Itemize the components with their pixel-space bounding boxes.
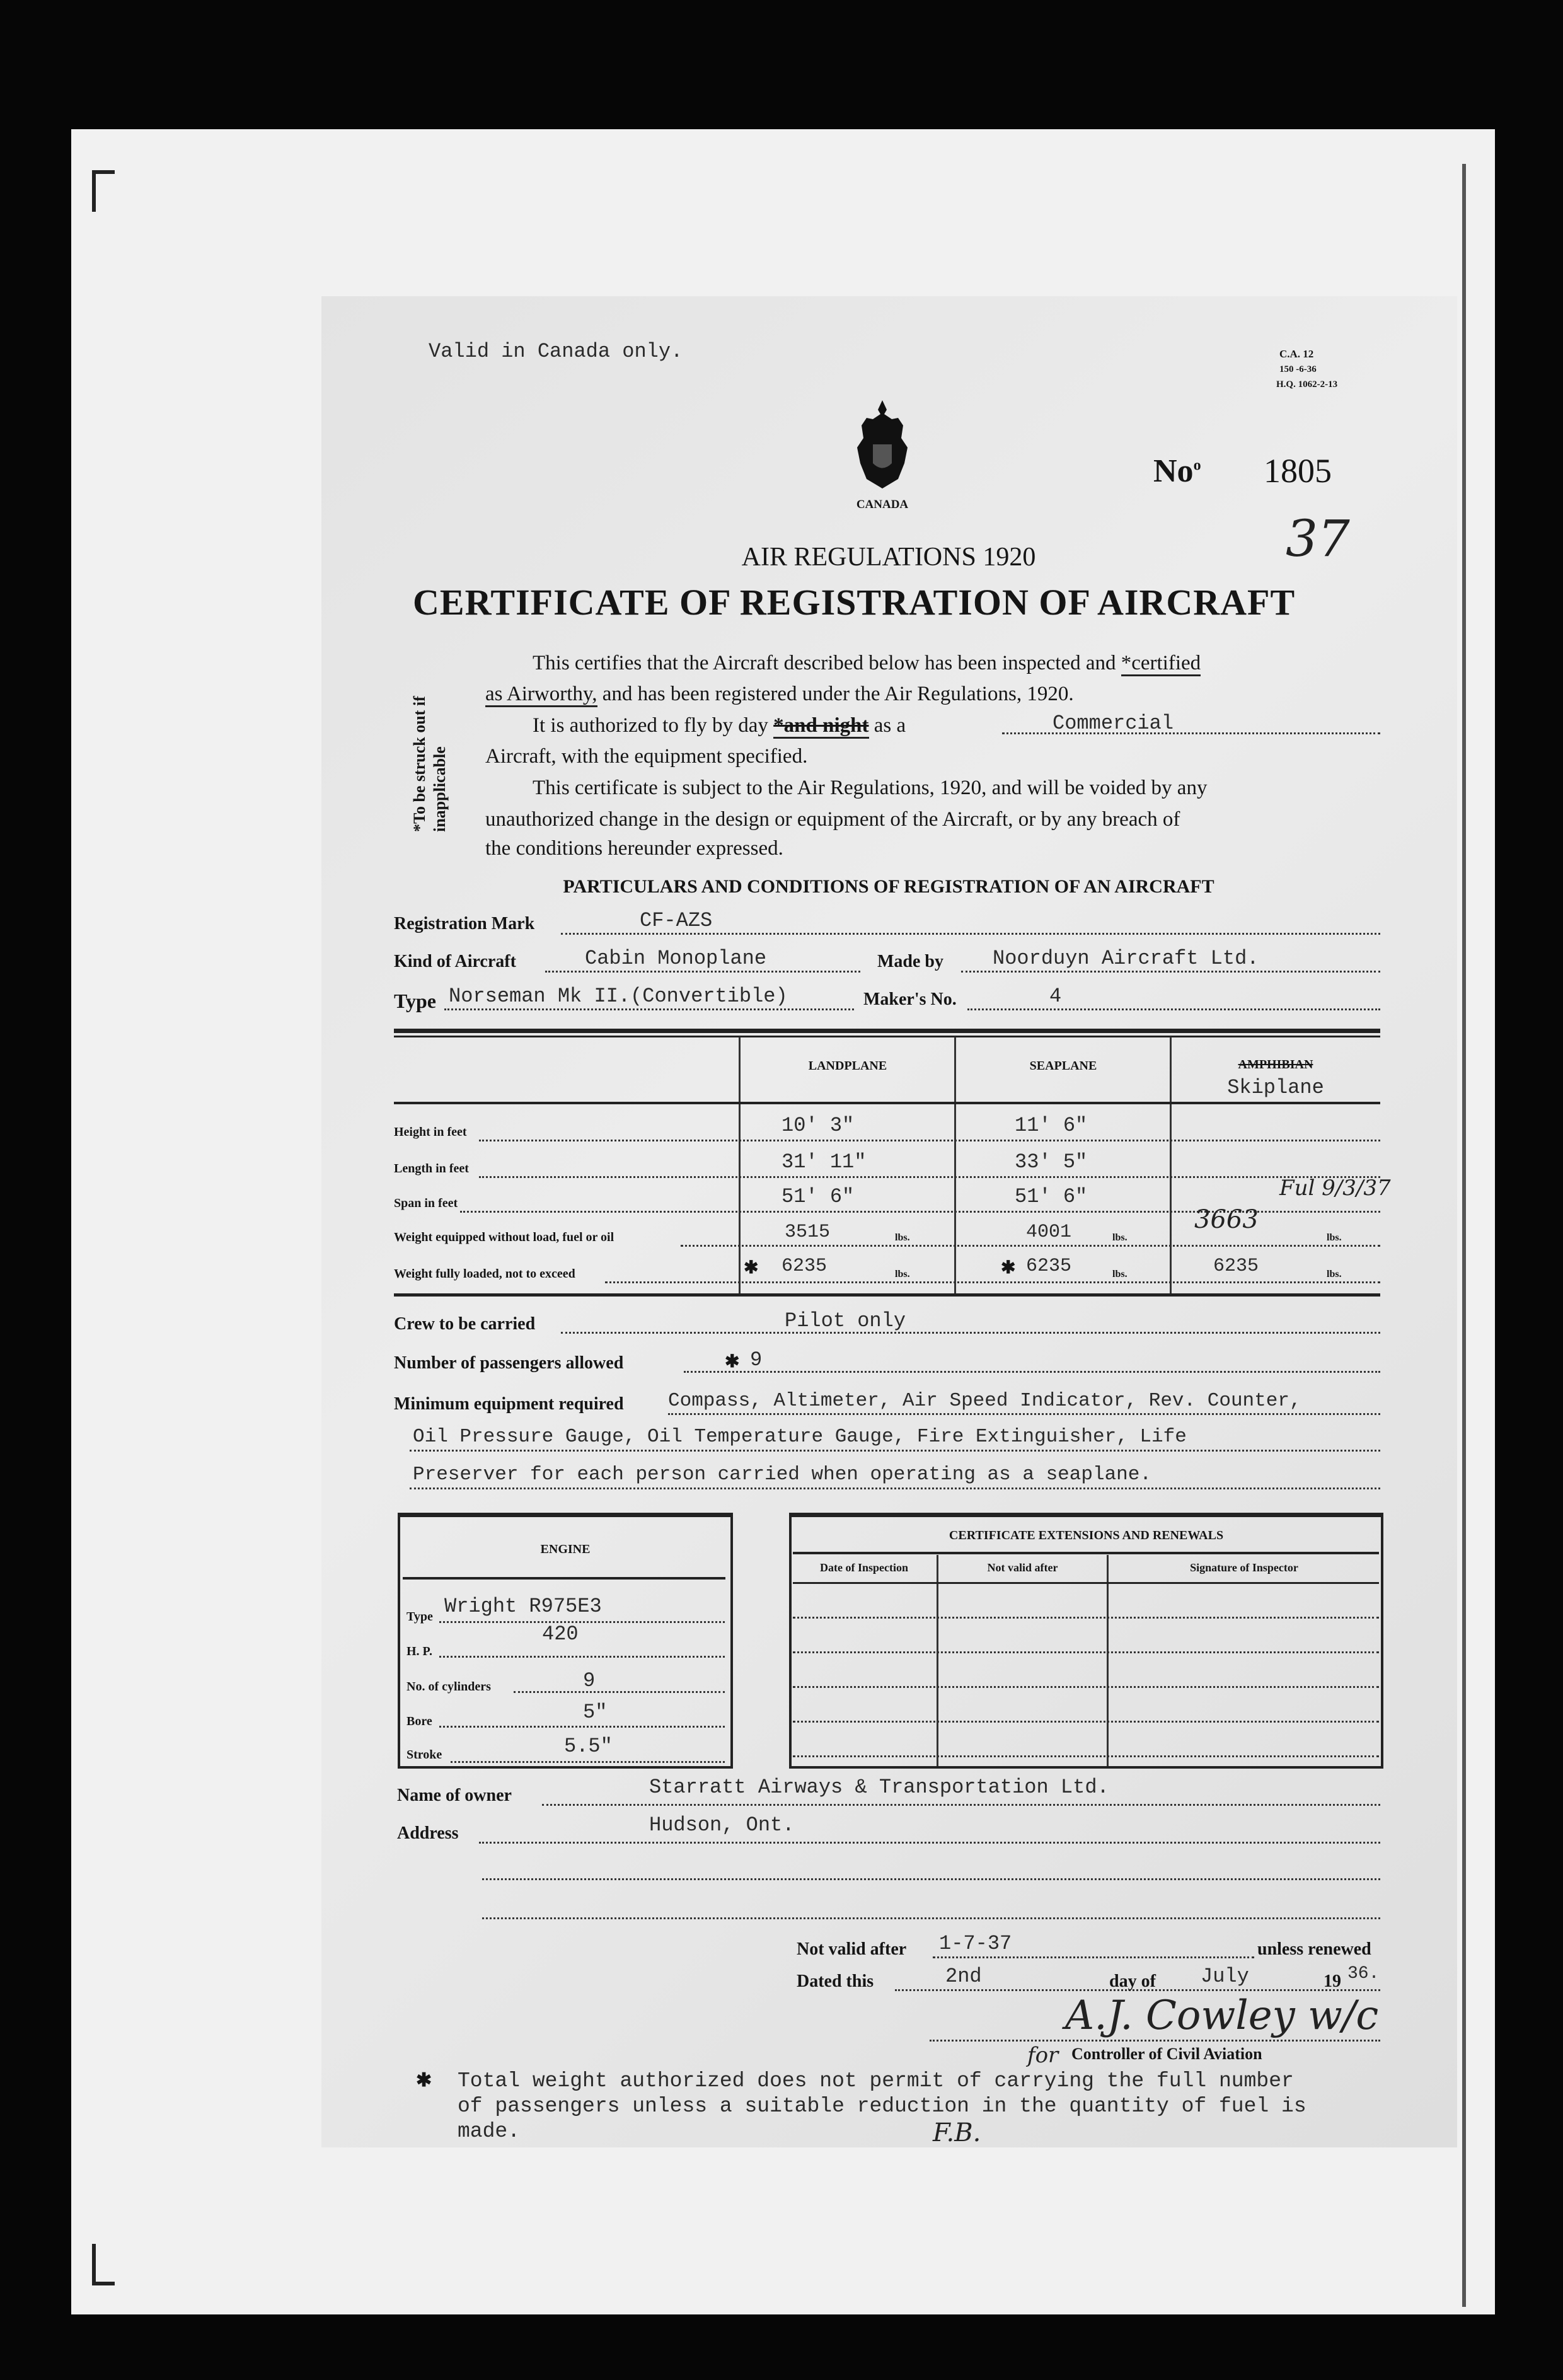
passengers-label: Number of passengers allowed (394, 1353, 624, 1373)
engine-label: Stroke (407, 1748, 442, 1762)
column-header-landplane: LANDPLANE (808, 1059, 887, 1073)
cell-value: 51' 6" (1015, 1185, 1088, 1208)
row-label: Length in feet (394, 1162, 469, 1176)
not-valid-after-label: Not valid after (797, 1939, 907, 1959)
kind-label: Kind of Aircraft (394, 952, 516, 971)
column-divider (1170, 1037, 1172, 1295)
dotted-line (451, 1761, 725, 1763)
table-bottom-rule (394, 1293, 1380, 1297)
type-label: Type (394, 990, 436, 1012)
cell-value: 6235 (782, 1256, 828, 1277)
side-note: *To be struck out if inapplicable (410, 696, 449, 832)
header-rule (793, 1582, 1379, 1584)
dated-label: Dated this (797, 1972, 874, 1991)
column-header-seaplane: SEAPLANE (1029, 1059, 1097, 1073)
dotted-line (479, 1140, 1380, 1141)
crop-mark (92, 170, 115, 212)
equipment-line: Compass, Altimeter, Air Speed Indicator, Rev. Counter, (668, 1390, 1301, 1412)
operation-class: Commercial (1053, 712, 1174, 735)
dotted-line (961, 971, 1380, 973)
dated-day: 2nd (945, 1965, 982, 1988)
number-prefix-text: No (1153, 453, 1194, 489)
dotted-line (684, 1371, 1380, 1373)
equipment-line: Preserver for each person carried when operating as a seaplane. (413, 1464, 1151, 1486)
controller-signature: A.J. Cowley w/c (1065, 1992, 1379, 2039)
dotted-line (681, 1245, 1380, 1247)
cell-value: 6235 (1026, 1256, 1072, 1277)
form-code: H.Q. 1062-2-13 (1276, 379, 1338, 390)
form-code: 150 -6-36 (1279, 364, 1317, 374)
certificate-document (321, 296, 1457, 2147)
body-line: Aircraft, with the equipment specified. (485, 745, 808, 768)
engine-label: Type (407, 1610, 433, 1624)
form-code: C.A. 12 (1279, 348, 1314, 360)
dotted-line (793, 1755, 1379, 1757)
passengers-value: 9 (750, 1348, 763, 1372)
engine-bore: 5" (583, 1701, 608, 1724)
equipment-label: Minimum equipment required (394, 1394, 624, 1414)
dotted-line (933, 1956, 1254, 1958)
handwritten-file-number: 37 (1286, 509, 1350, 568)
cell-value: 6235 (1213, 1256, 1259, 1277)
engine-heading: ENGINE (540, 1542, 591, 1556)
engine-cylinders: 9 (583, 1669, 596, 1692)
engine-label: Bore (407, 1714, 432, 1728)
body-line: unauthorized change in the design or equipment of the Aircraft, or by any breach of (485, 808, 1180, 831)
column-divider (937, 1555, 938, 1766)
unit-label: lbs. (895, 1269, 910, 1280)
asterisk-mark: ✱ (744, 1258, 759, 1278)
dotted-line (439, 1656, 725, 1658)
struck-night-text: *and night (773, 714, 868, 739)
engine-hp: 420 (542, 1622, 579, 1646)
body-line (485, 679, 1074, 710)
renewals-heading: CERTIFICATE EXTENSIONS AND RENEWALS (949, 1528, 1224, 1542)
number-prefix: No$^o$ (1153, 453, 1201, 489)
address-label: Address (397, 1823, 459, 1843)
body-text: It is authorized to fly by day (533, 714, 768, 737)
column-header-amphibian: AMPHIBIAN (1238, 1058, 1313, 1072)
dotted-line (793, 1721, 1379, 1723)
day-of-label: day of (1109, 1972, 1156, 1991)
column-header: Date of Inspection (820, 1561, 908, 1574)
cell-value: 10' 3" (782, 1114, 855, 1137)
row-label: Height in feet (394, 1125, 467, 1139)
aircraft-type: Norseman Mk II.(Convertible) (449, 985, 788, 1008)
year-prefix: 19 (1324, 1972, 1341, 1991)
column-header-skiplane: Skiplane (1227, 1076, 1324, 1099)
crest-label: CANADA (856, 498, 909, 511)
body-text: as a (874, 714, 906, 737)
subtitle: AIR REGULATIONS 1920 (741, 543, 1036, 572)
made-by-label: Made by (877, 952, 943, 971)
canada-crest-icon (848, 400, 917, 514)
engine-type: Wright R975E3 (444, 1595, 602, 1618)
equipment-line: Oil Pressure Gauge, Oil Temperature Gauge, Fire Extinguisher, Life (413, 1426, 1187, 1448)
footnote-line: Total weight authorized does not permit of carrying the full number (458, 2069, 1294, 2093)
column-divider (954, 1037, 956, 1295)
owner-address: Hudson, Ont. (649, 1813, 795, 1837)
dotted-line (930, 2040, 1380, 2042)
dotted-line (542, 1804, 1380, 1806)
certificate-number: 1805 (1264, 452, 1332, 490)
table-top-rule (394, 1029, 1380, 1033)
unless-renewed-label: unless renewed (1257, 1939, 1371, 1959)
dotted-line (561, 933, 1380, 935)
body-line: This certificate is subject to the Air Regulations, 1920, and will be voided by any (533, 777, 1208, 799)
handwritten-initials: F.B. (933, 2118, 981, 2147)
row-label: Weight fully loaded, not to exceed (394, 1267, 575, 1281)
asterisk-mark: ✱ (725, 1352, 740, 1372)
dotted-line (482, 1917, 1380, 1919)
body-line: the conditions hereunder expressed. (485, 837, 783, 860)
dotted-line (479, 1842, 1380, 1844)
cell-value: 11' 6" (1015, 1114, 1088, 1137)
footnote-line: of passengers unless a suitable reduction in the quantity of fuel is (458, 2094, 1306, 2118)
certified-text: *certified (1121, 652, 1201, 676)
column-divider (739, 1037, 741, 1295)
dated-year: 36. (1347, 1964, 1380, 1984)
engine-box (398, 1513, 733, 1769)
registration-label: Registration Mark (394, 914, 535, 933)
cell-value: 51' 6" (782, 1185, 855, 1208)
dotted-line (482, 1878, 1380, 1880)
column-divider (1107, 1555, 1109, 1766)
header-rule (394, 1102, 1380, 1104)
footnote-line: made. (458, 2120, 521, 2143)
handwritten-weight: 3663 (1194, 1205, 1259, 1234)
asterisk-mark: ✱ (1001, 1258, 1016, 1278)
column-header: Not valid after (987, 1561, 1058, 1574)
dated-month: July (1201, 1965, 1249, 1988)
cell-value: 3515 (785, 1222, 831, 1243)
header-rule (403, 1577, 725, 1580)
dotted-line (967, 1008, 1380, 1010)
manufacturer: Noorduyn Aircraft Ltd. (993, 947, 1259, 970)
cell-value: 31' 11" (782, 1150, 867, 1174)
makers-number: 4 (1049, 985, 1062, 1008)
engine-stroke: 5.5" (564, 1735, 613, 1758)
unit-label: lbs. (1112, 1269, 1128, 1280)
body-line (533, 710, 906, 741)
body-text: and has been registered under the Air Regulations, 1920. (602, 683, 1074, 705)
handwritten-annotation: Ful 9/3/37 (1279, 1176, 1391, 1201)
engine-label: H. P. (407, 1644, 432, 1658)
dotted-line (605, 1281, 1380, 1283)
dotted-line (561, 1332, 1380, 1334)
dotted-line (545, 971, 860, 973)
asterisk-mark: ✱ (416, 2070, 432, 2091)
page-edge (1462, 164, 1466, 2307)
body-text: This certifies that the Aircraft described below has been inspected and (533, 652, 1116, 674)
column-header: Signature of Inspector (1190, 1561, 1298, 1574)
dotted-line (410, 1488, 1380, 1489)
dotted-line (793, 1617, 1379, 1619)
cell-value: 33' 5" (1015, 1150, 1088, 1174)
crew-label: Crew to be carried (394, 1314, 536, 1334)
kind-of-aircraft: Cabin Monoplane (585, 947, 767, 970)
cell-value: 4001 (1026, 1222, 1072, 1243)
renewals-box (789, 1513, 1383, 1769)
unit-label: lbs. (1327, 1232, 1342, 1243)
row-label: Span in feet (394, 1196, 458, 1210)
dotted-line (514, 1691, 725, 1693)
controller-title: Controller of Civil Aviation (1071, 2045, 1262, 2063)
header-rule (793, 1552, 1379, 1554)
expiry-date: 1-7-37 (939, 1932, 1012, 1955)
airworthy-text: as Airworthy, (485, 683, 597, 707)
dotted-line (793, 1651, 1379, 1653)
owner-name: Starratt Airways & Transportation Ltd. (649, 1776, 1109, 1799)
owner-label: Name of owner (397, 1786, 512, 1805)
dotted-line (410, 1450, 1380, 1452)
dotted-line (479, 1176, 1380, 1178)
dotted-line (668, 1413, 1380, 1415)
dotted-line (793, 1686, 1379, 1688)
body-line (533, 648, 1201, 679)
particulars-heading: PARTICULARS AND CONDITIONS OF REGISTRATION OF AN AIRCRAFT (563, 876, 1214, 897)
dotted-line (444, 1008, 854, 1010)
table-top-rule (394, 1036, 1380, 1037)
dotted-line (439, 1726, 725, 1728)
unit-label: lbs. (1112, 1232, 1128, 1243)
crop-mark (92, 2244, 115, 2285)
unit-label: lbs. (1327, 1269, 1342, 1280)
unit-label: lbs. (895, 1232, 910, 1243)
valid-note: Valid in Canada only. (429, 340, 683, 363)
dotted-line (439, 1621, 725, 1623)
crew-value: Pilot only (785, 1309, 906, 1332)
makers-no-label: Maker's No. (863, 990, 957, 1009)
page-title: CERTIFICATE OF REGISTRATION OF AIRCRAFT (413, 582, 1296, 623)
row-label: Weight equipped without load, fuel or oil (394, 1230, 614, 1244)
engine-label: No. of cylinders (407, 1680, 491, 1694)
registration-mark: CF-AZS (640, 909, 713, 932)
signature-for: for (1027, 2043, 1059, 2068)
